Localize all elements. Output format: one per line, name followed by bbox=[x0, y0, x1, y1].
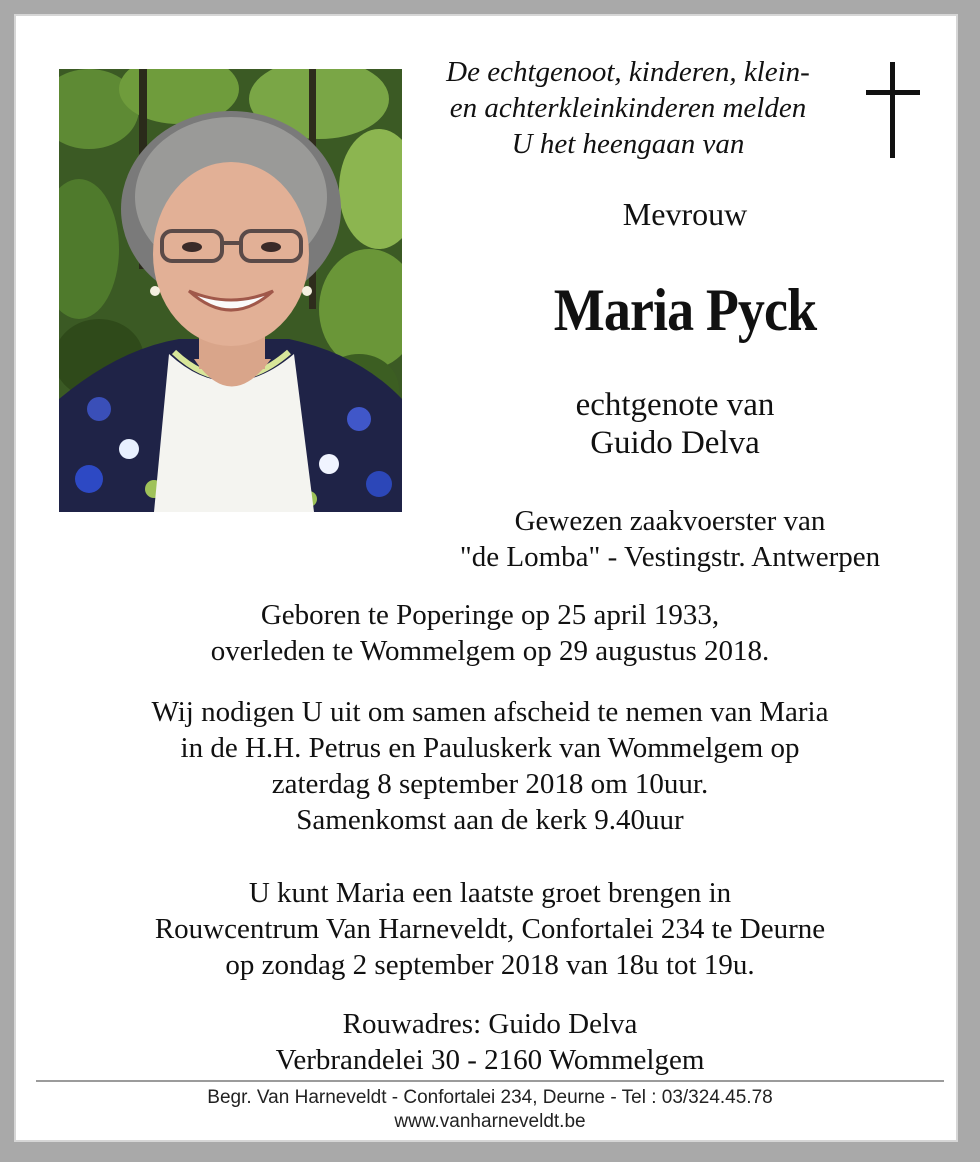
birth-death-dates bbox=[40, 597, 940, 669]
intro-line: De echtgenoot, kinderen, klein- bbox=[446, 56, 810, 88]
invite-line: in de H.H. Petrus en Pauluskerk van Wommelgem op bbox=[180, 732, 800, 764]
announcement-intro bbox=[418, 54, 838, 162]
dates-line: overleden te Wommelgem op 29 augustus 2018. bbox=[210, 635, 770, 667]
cross-icon bbox=[864, 62, 922, 158]
footer-contact: Begr. Van Harneveldt - Confortalei 234, Deurne - Tel : 03/324.45.78 bbox=[207, 1087, 773, 1108]
dates-line: Geboren te Poperinge op 25 april 1933, bbox=[260, 599, 720, 631]
portrait-photo bbox=[59, 69, 402, 512]
spouse-line: echtgenote van bbox=[575, 387, 775, 423]
salutation: Mevrouw bbox=[622, 196, 748, 232]
address-line: Rouwadres: Guido Delva bbox=[342, 1008, 638, 1040]
career-line: "de Lomba" - Vestingstr. Antwerpen bbox=[459, 541, 881, 573]
career-line: Gewezen zaakvoerster van bbox=[514, 505, 826, 537]
visit-line: Rouwcentrum Van Harneveldt, Confortalei 234 te Deurne bbox=[154, 913, 826, 945]
deceased-name: Maria Pyck bbox=[553, 277, 817, 343]
invite-line: zaterdag 8 september 2018 om 10uur. bbox=[271, 768, 709, 800]
intro-line: U het heengaan van bbox=[511, 128, 745, 160]
career-block bbox=[390, 503, 950, 575]
visitation-info bbox=[40, 875, 940, 983]
portrait-illustration bbox=[59, 69, 402, 512]
footer-website-link[interactable]: www.vanharneveldt.be bbox=[394, 1111, 586, 1132]
address-line: Verbrandelei 30 - 2160 Wommelgem bbox=[275, 1044, 705, 1076]
footer-divider bbox=[36, 1080, 944, 1082]
funeral-home-footer bbox=[40, 1086, 940, 1134]
invite-line: Wij nodigen U uit om samen afscheid te nemen van Maria bbox=[151, 696, 829, 728]
funeral-invitation bbox=[40, 694, 940, 838]
intro-line: en achterkleinkinderen melden bbox=[449, 92, 807, 124]
spouse-line: Guido Delva bbox=[590, 425, 760, 461]
visit-line: op zondag 2 september 2018 van 18u tot 19u. bbox=[225, 949, 755, 981]
spouse-block bbox=[500, 386, 850, 462]
invite-line: Samenkomst aan de kerk 9.40uur bbox=[296, 804, 684, 836]
visit-line: U kunt Maria een laatste groet brengen in bbox=[248, 877, 732, 909]
mourning-address bbox=[40, 1006, 940, 1078]
